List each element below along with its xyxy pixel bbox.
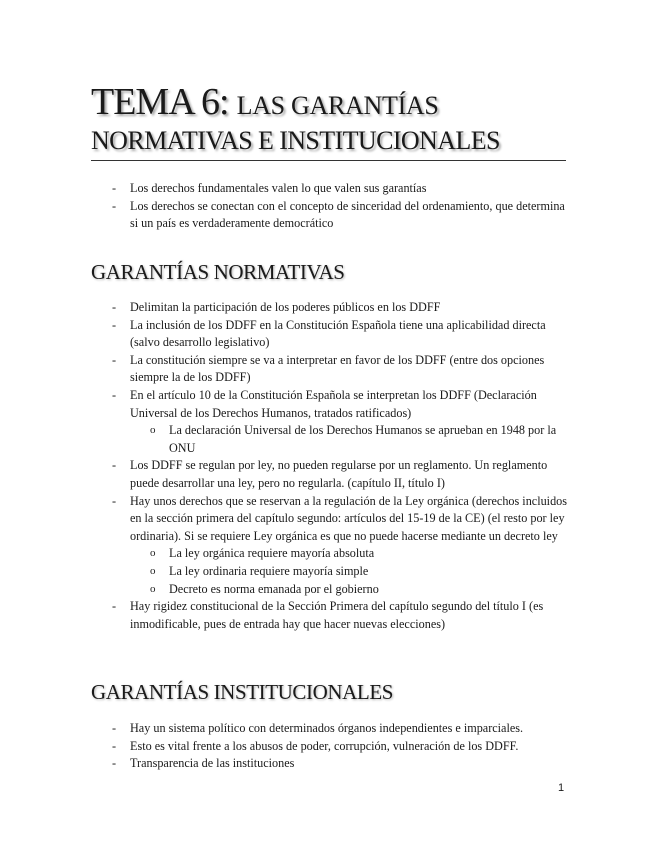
- title-line-1: [91, 78, 566, 126]
- sub-list-item: o La ley orgánica requiere mayoría absoluta: [0, 545, 570, 563]
- sub-list-item: o Decreto es norma emanada por el gobierno: [0, 581, 570, 599]
- page-title: [91, 78, 566, 158]
- title-tema: TEMA 6:: [91, 81, 229, 123]
- title-line-2: NORMATIVAS E INSTITUCIONALES: [91, 126, 500, 155]
- section-heading-normativas: GARANTÍAS NORMATIVAS: [91, 260, 345, 284]
- title-divider: [91, 160, 566, 161]
- list-item: - Transparencia de las instituciones: [0, 755, 570, 773]
- list-item: - Los DDFF se regulan por ley, no pueden regularse por un reglamento. Un reglamento puede desarrollar una ley, pero no regularla. (capítulo II, título I): [0, 457, 570, 492]
- list-item: - La constitución siempre se va a interpretar en favor de los DDFF (entre dos opciones siempre la de los DDFF): [0, 352, 570, 387]
- page-number: 1: [558, 782, 565, 794]
- institucionales-list: [0, 720, 655, 773]
- list-item: - Delimitan la participación de los poderes públicos en los DDFF: [0, 299, 570, 317]
- list-item: - Esto es vital frente a los abusos de poder, corrupción, vulneración de los DDFF.: [0, 738, 570, 756]
- list-item: - Hay un sistema político con determinados órganos independientes e imparciales.: [0, 720, 570, 738]
- normativas-list: [0, 299, 655, 633]
- intro-list: [0, 180, 655, 233]
- list-item: - La inclusión de los DDFF en la Constitución Española tiene una aplicabilidad directa (salvo desarrollo legislativo): [0, 317, 570, 352]
- list-item: - Los derechos fundamentales valen lo que valen sus garantías: [0, 180, 570, 198]
- list-item: - Los derechos se conectan con el concepto de sinceridad del ordenamiento, que determina si un país es verdaderamente democrático: [0, 198, 570, 233]
- list-item: - Hay rigidez constitucional de la Sección Primera del capítulo segundo del título I (es inmodificable, pues de entrada hay que hacer nuevas elecciones): [0, 598, 570, 633]
- list-item: - En el artículo 10 de la Constitución Española se interpretan los DDFF (Declaración Universal de los Derechos Humanos, tratados ratificados): [0, 387, 570, 422]
- title-rest-line-1: LAS GARANTÍAS: [236, 91, 439, 120]
- sub-list-item: o La declaración Universal de los Derechos Humanos se aprueban en 1948 por la ONU: [0, 422, 570, 457]
- list-item: - Hay unos derechos que se reservan a la regulación de la Ley orgánica (derechos incluidos en la sección primera del capítulo segundo: artículos del 15-19 de la CE) (el resto por ley ordinaria). Si se requiere Ley orgánica es que no puede hacerse mediante un decreto ley: [0, 493, 570, 546]
- section-heading-institucionales: GARANTÍAS INSTITUCIONALES: [91, 680, 394, 704]
- sub-list-item: o La ley ordinaria requiere mayoría simple: [0, 563, 570, 581]
